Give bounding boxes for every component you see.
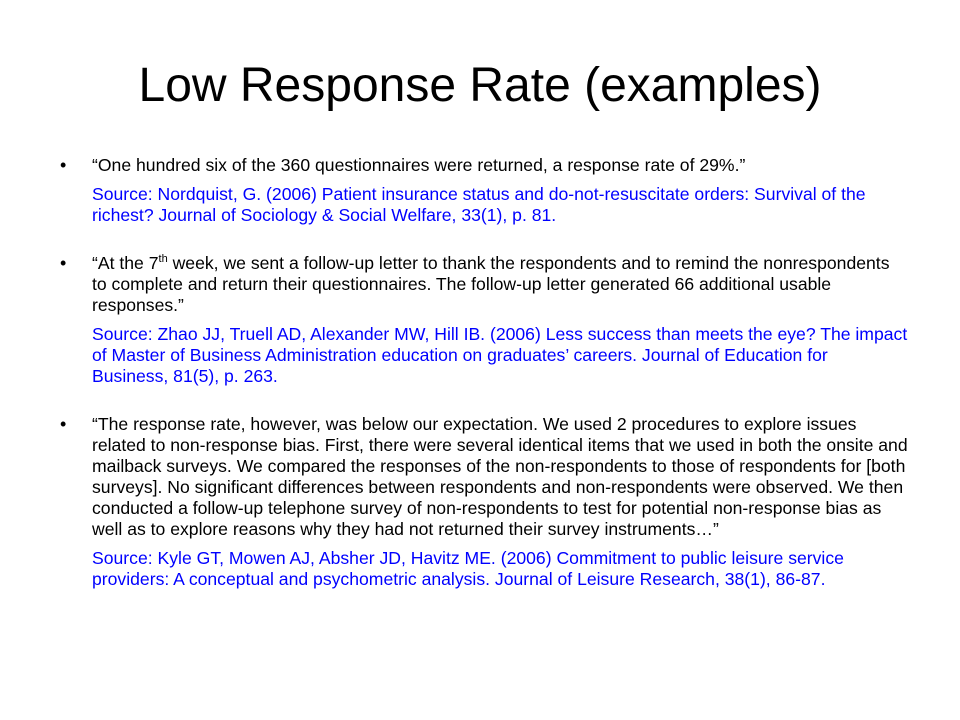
slide-title: Low Response Rate (examples)	[138, 59, 822, 112]
quote-text-rest: week, we sent a follow-up letter to thank the respondents and to remind the nonrespondents to complete and return their questionnaires. The follow-up letter generated 66 additional usable responses.”	[92, 253, 890, 315]
ordinal-suffix: th	[158, 253, 168, 266]
bullet-icon: •	[60, 414, 67, 434]
quote-text: “The response rate, however, was below our expectation. We used 2 procedures to explore issues related to non-response bias. First, there were several identical items that we used in both the onsite and mailback surveys. We compared the responses of the non-respondents to those of respondents for [both surveys]. No significant differences between respondents and non-respondents were observed. We then conducted a follow-up telephone survey of non-respondents to test for potential non-response bias as well as to explore reasons why they had not returned their survey instruments…”	[92, 414, 908, 539]
source-citation: Source: Zhao JJ, Truell AD, Alexander MW, Hill IB. (2006) Less success than meets the eye? The impact of Master of Business Administration education on graduates’ careers. Journal of Education for Business, 81(5), p. 263.	[92, 324, 908, 386]
source-citation: Source: Kyle GT, Mowen AJ, Absher JD, Havitz ME. (2006) Commitment to public leisure service providers: A conceptual and psychometric analysis. Journal of Leisure Research, 38(1), 86-87.	[92, 548, 844, 589]
list-item	[60, 253, 908, 387]
bullet-icon: •	[60, 155, 67, 175]
quote-text: “One hundred six of the 360 questionnaires were returned, a response rate of 29%.”	[92, 155, 746, 175]
list-item	[60, 414, 908, 590]
list-item	[60, 155, 908, 226]
quote-text	[92, 253, 908, 316]
bullet-icon: •	[60, 253, 67, 273]
quote-text-start: “At the 7	[92, 253, 159, 273]
bullet-list	[60, 155, 908, 590]
source-citation: Source: Nordquist, G. (2006) Patient insurance status and do-not-resuscitate orders: Survival of the richest? Journal of Sociology & Social Welfare, 33(1), p. 81.	[92, 184, 866, 225]
